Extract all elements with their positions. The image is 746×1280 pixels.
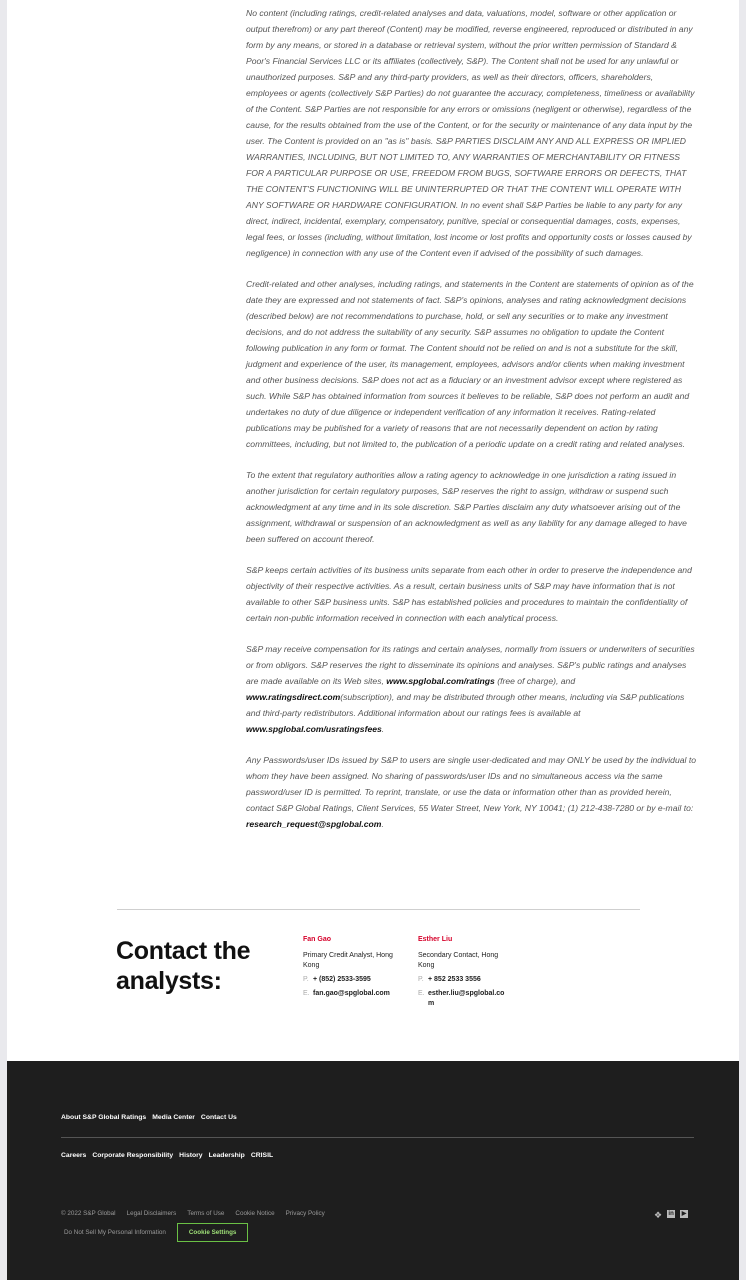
footer-link-cookie-notice[interactable]: Cookie Notice bbox=[235, 1210, 275, 1217]
analyst-email-row bbox=[418, 989, 510, 1009]
section-divider bbox=[117, 909, 640, 910]
cookie-settings-button[interactable]: Cookie Settings bbox=[177, 1223, 249, 1242]
phone-label: P. bbox=[303, 976, 309, 983]
footer-link-corporate-responsibility[interactable]: Corporate Responsibility bbox=[92, 1152, 174, 1159]
footer-secondary-nav bbox=[61, 1152, 273, 1159]
footer-link-crisil[interactable]: CRISIL bbox=[250, 1152, 274, 1159]
legal-paragraph: To the extent that regulatory authorities allow a rating agency to acknowledge in one jurisdiction a rating issued in another jurisdiction for certain regulatory purposes, S&P reserves the right to assign, withdraw or suspend such acknowledgment at any time and in its sole discretion. S&P Parties disclaim any duty whatsoever arising out of the assignment, withdrawal or suspension of an acknowledgment as well as any liability for any damage alleged to have been suffered on account thereof. bbox=[246, 470, 687, 544]
legal-text: Any Passwords/user IDs issued by S&P to users are single user-dedicated and may ONLY be used by the individual to whom they have been assigned. No sharing of passwords/user IDs and no simultaneous access via the same password/user ID is permitted. To reprint, translate, or use the data or information other than as provided herein, contact S&P Global Ratings, Client Services, 55 Water Street, New York, NY 10041; (1) 212-438-7280 or by e-mail to: bbox=[246, 755, 696, 813]
footer-link-media-center[interactable]: Media Center bbox=[152, 1114, 195, 1121]
footer-link-do-not-sell[interactable]: Do Not Sell My Personal Information bbox=[64, 1229, 166, 1236]
footer-link-careers[interactable]: Careers bbox=[61, 1152, 87, 1159]
footer-privacy-controls bbox=[64, 1223, 248, 1242]
analyst-phone-row bbox=[418, 975, 510, 985]
analyst-role: Primary Credit Analyst, Hong Kong bbox=[303, 952, 393, 969]
analyst-email-row bbox=[303, 989, 395, 999]
footer-link-terms-of-use[interactable]: Terms of Use bbox=[187, 1210, 225, 1217]
footer-link-privacy-policy[interactable]: Privacy Policy bbox=[285, 1210, 325, 1217]
footer-link-leadership[interactable]: Leadership bbox=[208, 1152, 245, 1159]
footer-link-history[interactable]: History bbox=[179, 1152, 203, 1159]
copyright: © 2022 S&P Global bbox=[61, 1210, 116, 1217]
analyst-phone[interactable]: + 852 2533 3556 bbox=[428, 976, 481, 983]
legal-paragraph: No content (including ratings, credit-related analyses and data, valuations, model, software or other application or output therefrom) or any part thereof (Content) may be modified, reverse engineered, reproduced or distributed in any form by any means, or stored in a database or retrieval system, without the prior written permission of Standard & Poor's Financial Services LLC or its affiliates (collectively, S&P). The Content shall not be used for any unlawful or unauthorized purposes. S&P and any third-party providers, as well as their directors, officers, shareholders, employees or agents (collectively S&P Parties) do not guarantee the accuracy, completeness, timeliness or availability of the Content. S&P Parties are not responsible for any errors or omissions (negligent or otherwise), regardless of the cause, for the results obtained from the use of the Content, or for the security or maintenance of any data input by the user. The Content is provided on an "as is" basis. S&P PARTIES DISCLAIM ANY AND ALL EXPRESS OR IMPLIED WARRANTIES, INCLUDING, BUT NOT LIMITED TO, ANY WARRANTIES OF MERCHANTABILITY OR FITNESS FOR A PARTICULAR PURPOSE OR USE, FREEDOM FROM BUGS, SOFTWARE ERRORS OR DEFECTS, THAT THE CONTENT'S FUNCTIONING WILL BE UNINTERRUPTED OR THAT THE CONTENT WILL OPERATE WITH ANY SOFTWARE OR HARDWARE CONFIGURATION. In no event shall S&P Parties be liable to any party for any direct, indirect, incidental, exemplary, compensatory, punitive, special or consequential damages, costs, expenses, legal fees, or losses (including, without limitation, lost income or lost profits and opportunity costs or losses caused by negligence) in connection with any use of the Content even if advised of the possibility of such damages. bbox=[246, 8, 695, 258]
analyst-phone[interactable]: + (852) 2533-3595 bbox=[313, 976, 371, 983]
linkedin-icon[interactable]: in bbox=[668, 1211, 674, 1217]
footer-primary-nav bbox=[61, 1114, 237, 1121]
research-request-email-link[interactable]: research_request@spglobal.com bbox=[246, 819, 382, 829]
legal-text: (free of charge), and bbox=[494, 676, 576, 686]
contact-heading: Contact the analysts: bbox=[116, 937, 251, 995]
legal-paragraph: S&P keeps certain activities of its business units separate from each other in order to preserve the independence and objectivity of their respective activities. As a result, certain business units of S&P may have information that is not available to other S&P business units. S&P has established policies and procedures to maintain the confidentiality of certain non-public information received in connection with each analytical process. bbox=[246, 565, 692, 623]
footer-divider bbox=[61, 1137, 694, 1138]
legal-disclaimer bbox=[246, 5, 696, 847]
footer-link-contact-us[interactable]: Contact Us bbox=[200, 1114, 237, 1121]
legal-text: . bbox=[381, 724, 385, 734]
site-footer bbox=[7, 1061, 739, 1280]
legal-paragraph-passwords bbox=[246, 752, 696, 832]
email-label: E. bbox=[418, 990, 425, 997]
analyst-email[interactable]: esther.liu@spglobal.com bbox=[428, 990, 505, 1007]
footer-link-legal-disclaimers[interactable]: Legal Disclaimers bbox=[126, 1210, 177, 1217]
footer-legal-links bbox=[61, 1210, 325, 1217]
page bbox=[7, 0, 739, 1280]
analyst-card bbox=[418, 935, 510, 1013]
legal-paragraph: Credit-related and other analyses, including ratings, and statements in the Content are statements of opinion as of the date they are expressed and not statements of fact. S&P's opinions, analyses and rating acknowledgment decisions (described below) are not recommendations to purchase, hold, or sell any securities or to make any investment decisions, and do not address the suitability of any security. S&P assumes no obligation to update the Content following publication in any form or format. The Content should not be relied on and is not a substitute for the skill, judgment and experience of the user, its management, employees, advisors and/or clients when making investment and other business decisions. S&P does not act as a fiduciary or an investment advisor except where registered as such. While S&P has obtained information from sources it believes to be reliable, S&P does not perform an audit and undertakes no duty of due diligence or independent verification of any information it receives. Rating-related publications may be published for a variety of reasons that are not necessarily dependent on action by rating committees, including, but not limited to, the publication of a periodic update on a credit rating and related analyses. bbox=[246, 279, 694, 449]
legal-text: (subscription), and may be distributed through other means, including via S&P publications and third-party redistributors. Additional information about our ratings fees is available at bbox=[246, 692, 685, 718]
phone-label: P. bbox=[418, 976, 424, 983]
ratings-link[interactable]: www.spglobal.com/ratings bbox=[386, 676, 495, 686]
ratings-fees-link[interactable]: www.spglobal.com/usratingsfees bbox=[246, 724, 382, 734]
analyst-name[interactable]: Esther Liu bbox=[418, 936, 453, 943]
analyst-role: Secondary Contact, Hong Kong bbox=[418, 952, 499, 969]
footer-link-about[interactable]: About S&P Global Ratings bbox=[61, 1114, 147, 1121]
social-links bbox=[654, 1210, 688, 1221]
youtube-icon[interactable]: ▶ bbox=[681, 1211, 687, 1217]
analyst-name[interactable]: Fan Gao bbox=[303, 936, 332, 943]
analyst-email[interactable]: fan.gao@spglobal.com bbox=[313, 990, 390, 997]
ratingsdirect-link[interactable]: www.ratingsdirect.com bbox=[246, 692, 341, 702]
legal-text: S&P may receive compensation for its ratings and certain analyses, normally from issuers or underwriters of securities or from obligors. S&P reserves the right to disseminate its opinions and analyses. S&P's public ratings and analyses are made available on its Web sites, bbox=[246, 644, 695, 686]
analyst-card bbox=[303, 935, 395, 1003]
legal-text: . bbox=[381, 819, 384, 829]
analyst-phone-row bbox=[303, 975, 395, 985]
email-label: E. bbox=[303, 990, 310, 997]
twitter-icon[interactable]: ❖ bbox=[654, 1210, 663, 1220]
legal-paragraph-ratings bbox=[246, 641, 696, 737]
